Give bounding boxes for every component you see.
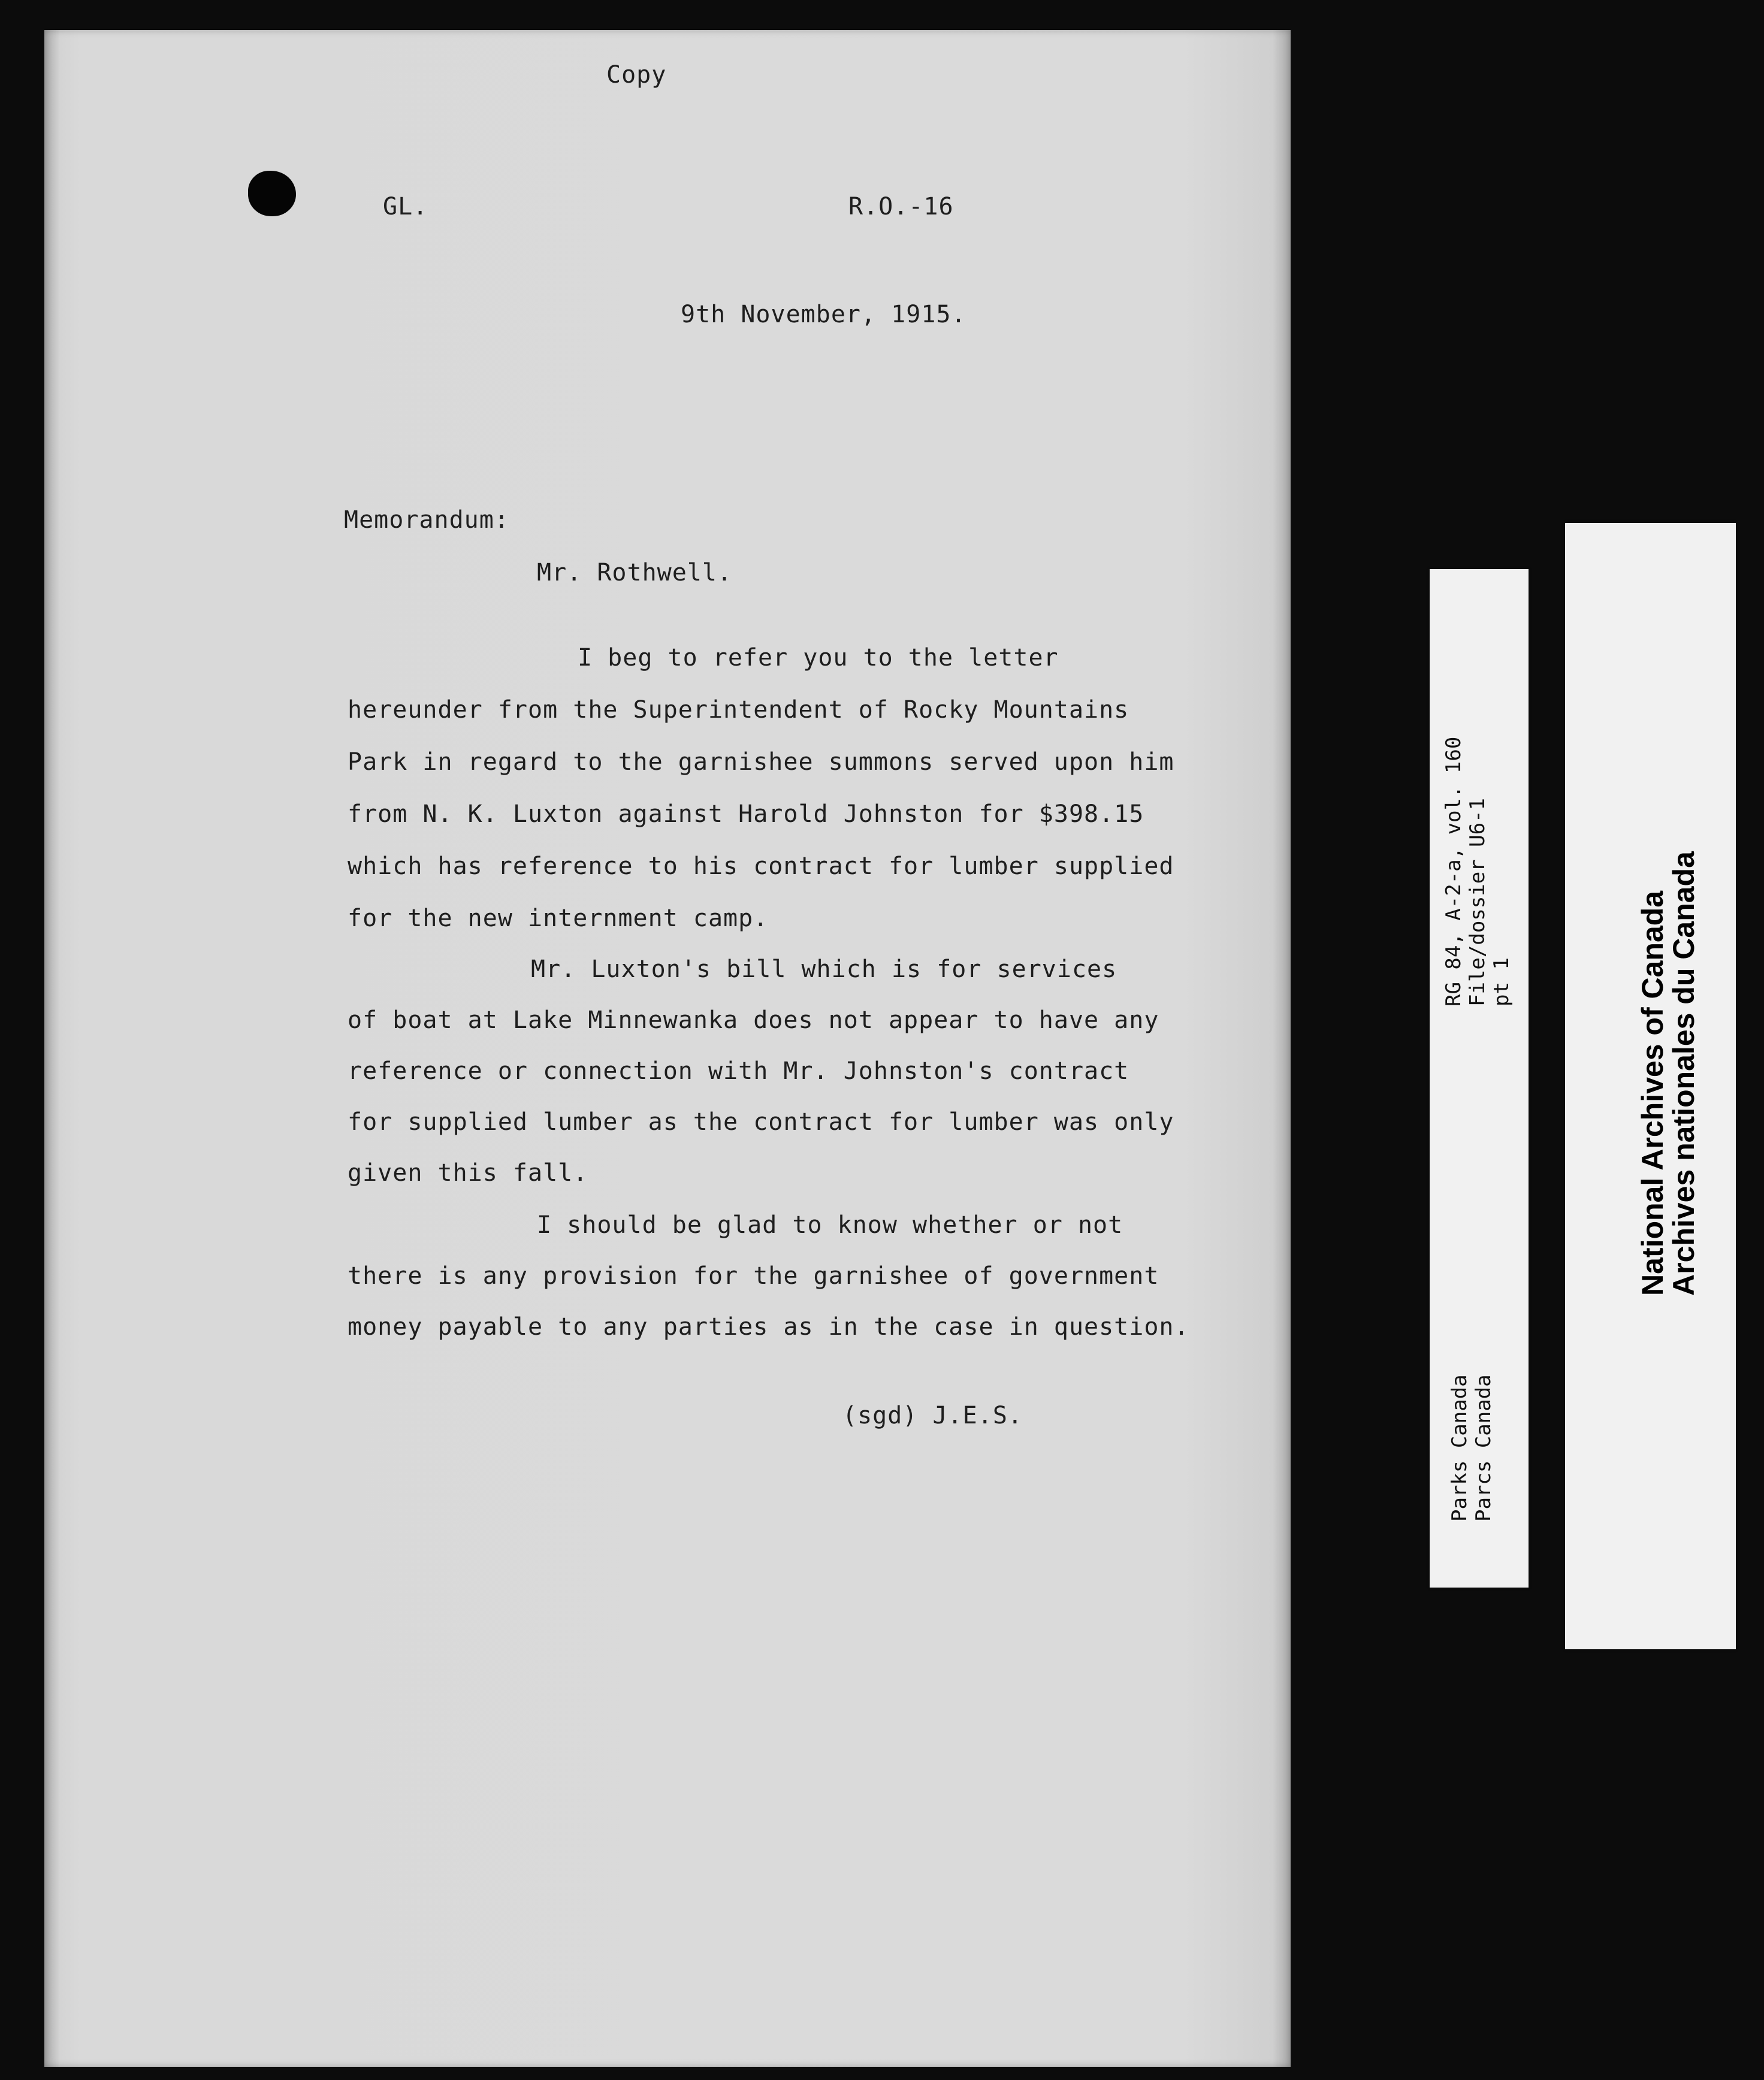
- reference-line: RG 84, A-2-a, vol. 160: [1442, 736, 1466, 1006]
- body-line: for the new internment camp.: [348, 905, 769, 932]
- document-sheet: [44, 30, 1291, 2067]
- body-line: Park in regard to the garnishee summons served upon him: [348, 748, 1174, 776]
- file-reference: R.O.-16: [848, 193, 954, 220]
- body-line: for supplied lumber as the contract for lumber was only: [348, 1108, 1174, 1136]
- reference-line: pt 1: [1490, 957, 1514, 1006]
- file-initials: GL.: [383, 193, 428, 220]
- archives-institution-label: [1565, 523, 1736, 1649]
- memo-date: 9th November, 1915.: [681, 301, 966, 328]
- body-line: I beg to refer you to the letter: [578, 644, 1059, 672]
- body-line: hereunder from the Superintendent of Rocky Mountains: [348, 696, 1129, 724]
- body-line: reference or connection with Mr. Johnston's contract: [348, 1057, 1129, 1085]
- institution-english: National Archives of Canada: [1636, 890, 1669, 1296]
- agency-english: Parks Canada: [1448, 1374, 1472, 1522]
- archive-reference-label: [1430, 569, 1529, 1588]
- body-line: Mr. Luxton's bill which is for services: [531, 956, 1117, 983]
- body-line: of boat at Lake Minnewanka does not appear to have any: [348, 1006, 1159, 1034]
- body-line: which has reference to his contract for lumber supplied: [348, 852, 1174, 880]
- copy-mark: Copy: [606, 61, 667, 89]
- body-line: from N. K. Luxton against Harold Johnston for $398.15: [348, 800, 1144, 828]
- body-line: given this fall.: [348, 1159, 588, 1187]
- body-line: money payable to any parties as in the case in question.: [348, 1313, 1189, 1341]
- agency-names: [1448, 1374, 1496, 1522]
- archive-reference: [1442, 737, 1514, 1006]
- body-line: I should be glad to know whether or not: [537, 1211, 1123, 1239]
- memo-addressee: Mr. Rothwell.: [537, 559, 733, 586]
- reference-line: File/dossier U6-1: [1466, 798, 1490, 1006]
- punch-hole: [248, 171, 296, 216]
- institution-names: [1637, 851, 1699, 1296]
- body-line: there is any provision for the garnishee of government: [348, 1262, 1159, 1290]
- institution-french: Archives nationales du Canada: [1667, 851, 1700, 1296]
- agency-french: Parcs Canada: [1472, 1374, 1496, 1522]
- memo-heading: Memorandum:: [344, 506, 509, 534]
- signature: (sgd) J.E.S.: [842, 1402, 1023, 1429]
